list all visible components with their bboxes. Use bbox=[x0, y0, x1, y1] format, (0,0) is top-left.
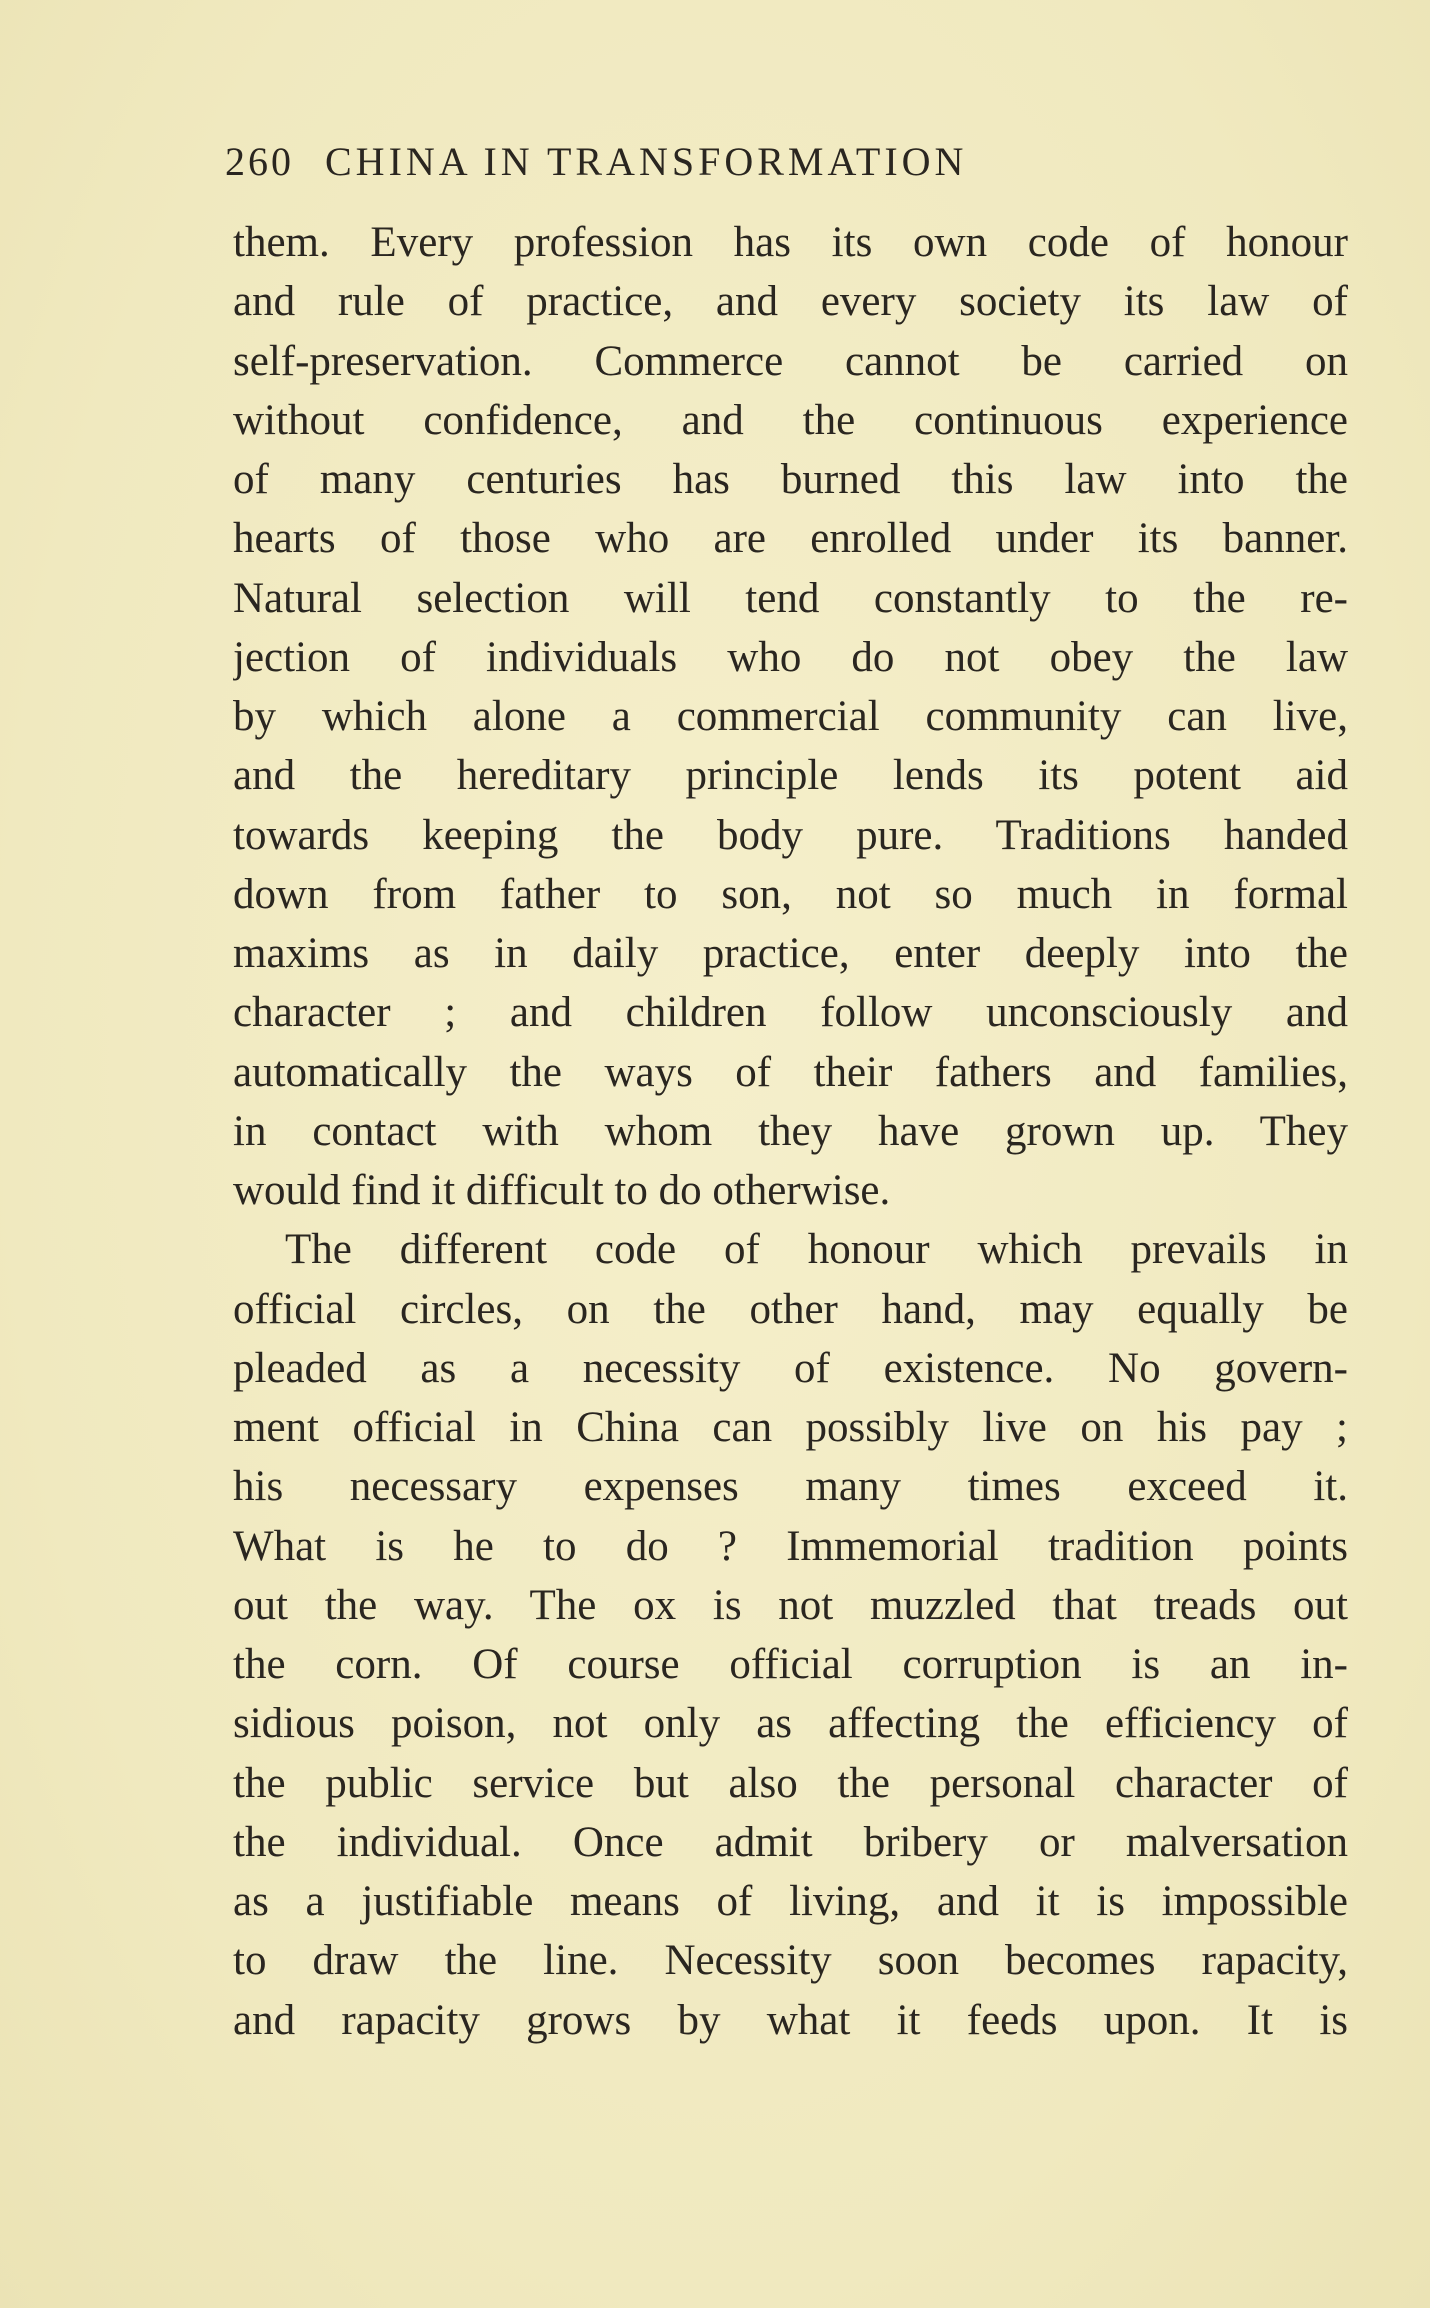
text-line: jection of individuals who do not obey the law bbox=[233, 633, 1348, 681]
text-line: as a justifiable means of living, and it is impossible bbox=[233, 1878, 1348, 1925]
text-line: and rule of practice, and every society its law of bbox=[233, 278, 1348, 326]
page-number: 260 bbox=[225, 139, 294, 184]
text-line: in contact with whom they have grown up. They bbox=[233, 1107, 1348, 1155]
text-line: maxims as in daily practice, enter deeply into the bbox=[233, 930, 1348, 977]
text-line: The different code of honour which prevails in bbox=[285, 1226, 1348, 1274]
text-line: and the hereditary principle lends its potent aid bbox=[233, 752, 1348, 800]
text-line: to draw the line. Necessity soon becomes rapacity, bbox=[233, 1937, 1348, 1985]
text-line: by which alone a commercial community can live, bbox=[233, 693, 1348, 740]
text-line: self-preservation. Commerce cannot be carried on bbox=[233, 337, 1348, 385]
body-text bbox=[233, 213, 1348, 2050]
text-line: sidious poison, not only as affecting the efficiency of bbox=[233, 1700, 1348, 1748]
text-line: character ; and children follow unconsciously and bbox=[233, 989, 1348, 1037]
running-head bbox=[225, 132, 1225, 192]
text-line: official circles, on the other hand, may equally be bbox=[233, 1285, 1348, 1333]
text-line: his necessary expenses many times exceed it. bbox=[233, 1463, 1348, 1511]
running-title: CHINA IN TRANSFORMATION bbox=[325, 139, 968, 184]
text-line: What is he to do ? Immemorial tradition points bbox=[233, 1522, 1348, 1570]
text-line: towards keeping the body pure. Traditions handed bbox=[233, 811, 1348, 859]
text-line: pleaded as a necessity of existence. No govern- bbox=[233, 1344, 1348, 1392]
text-line: automatically the ways of their fathers and families, bbox=[233, 1048, 1348, 1096]
text-line: without confidence, and the continuous experience bbox=[233, 396, 1348, 444]
text-line: and rapacity grows by what it feeds upon. It is bbox=[233, 1996, 1348, 2044]
text-line: the individual. Once admit bribery or malversation bbox=[233, 1818, 1348, 1866]
text-line: ment official in China can possibly live on his pay ; bbox=[233, 1404, 1348, 1451]
text-line: would find it difficult to do otherwise. bbox=[233, 1167, 891, 1214]
text-line: down from father to son, not so much in formal bbox=[233, 870, 1348, 918]
text-line: them. Every profession has its own code of honour bbox=[233, 219, 1348, 266]
text-line: the corn. Of course official corruption is an in- bbox=[233, 1641, 1348, 1688]
text-line: hearts of those who are enrolled under its banner. bbox=[233, 515, 1348, 563]
text-line: of many centuries has burned this law into the bbox=[233, 456, 1348, 503]
text-line: Natural selection will tend constantly to the re- bbox=[233, 574, 1348, 622]
text-line: out the way. The ox is not muzzled that treads out bbox=[233, 1581, 1348, 1629]
text-line: the public service but also the personal character of bbox=[233, 1759, 1348, 1807]
